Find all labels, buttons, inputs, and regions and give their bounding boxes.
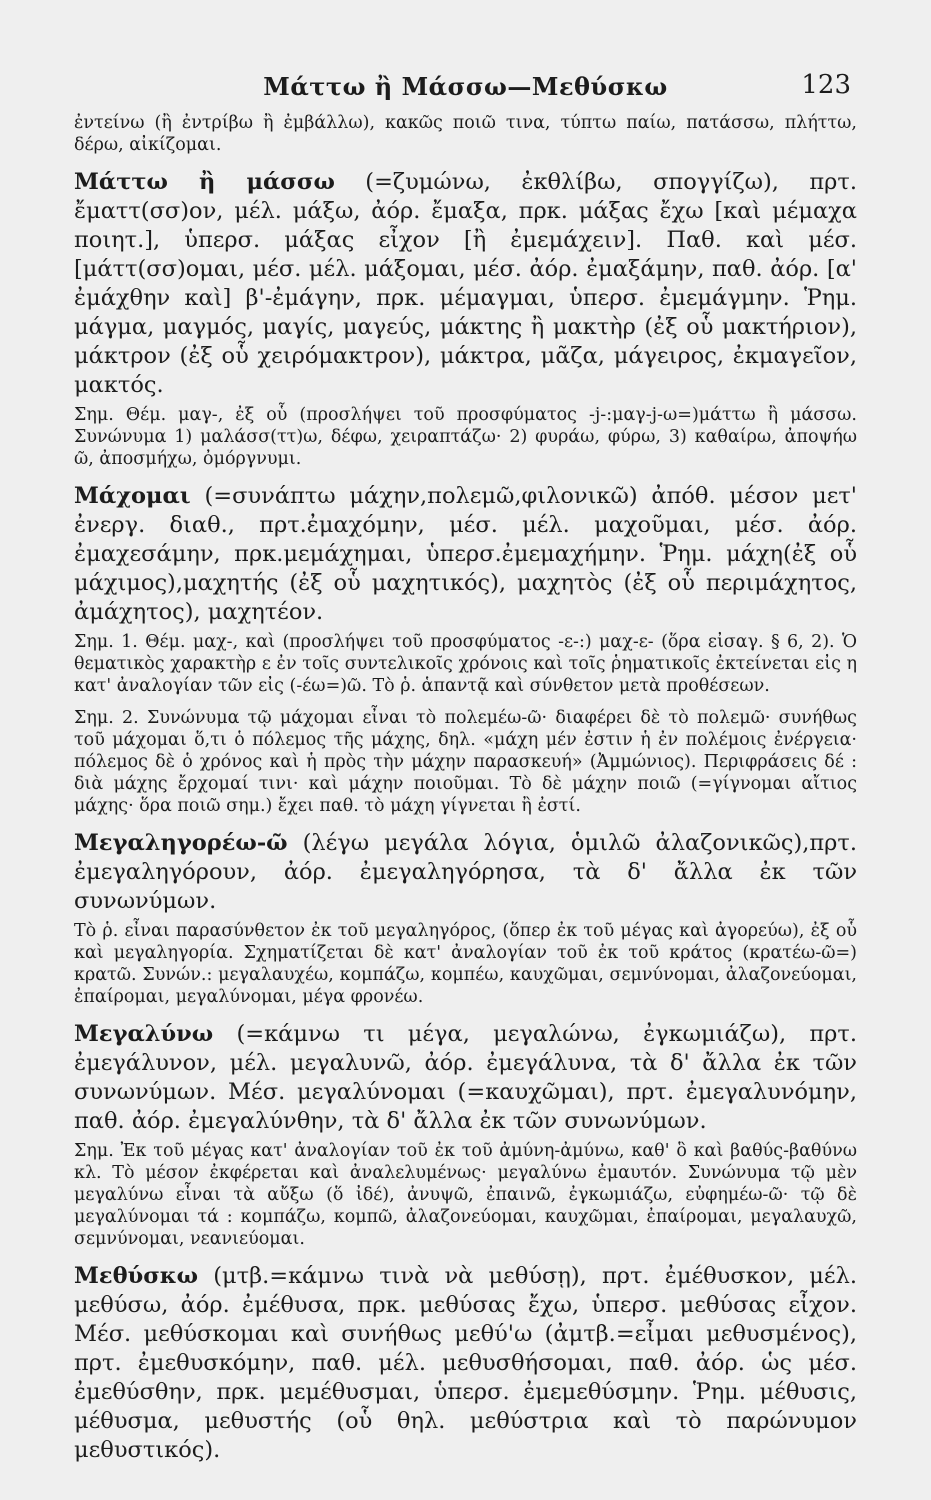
entry-note: Σημ. Θέμ. μαγ-, ἐξ οὗ (προσλήψει τοῦ προσφύματος -j-:μαγ-j-ω=)μάττω ἢ μάσσω. Συνώνυμα 1) μαλάσσ(ττ)ω, δέφω, χειραπτάζω· 2) φυράω, φύρω, 3) καθαίρω, ἀποψήω ῶ, ἀποσμήχω, ὀμόργνυμι. bbox=[74, 405, 857, 469]
running-header bbox=[74, 72, 857, 112]
entry-body: (=ζυμώνω, ἐκθλίβω, σπογγίζω), πρτ. ἔματτ(σσ)ον, μέλ. μάξω, ἀόρ. ἔμαξα, πρκ. μάξας ἔχω [καὶ μέμαχα ποιητ.], ὑπερσ. μάξας εἶχον [ἢ ἐμεμάχειν]. Παθ. καὶ μέσ. [μάττ(σσ)ομαι, μέσ. μέλ. μάξομαι, μέσ. ἀόρ. ἐμαξάμην, παθ. ἀόρ. [α' ἐμάχθην καὶ] β'-ἐμάγην, πρκ. μέμαγμαι, ὑπερσ. ἐμεμάγμην. Ῥημ. μάγμα, μαγμός, μαγίς, μαγεύς, μάκτης ἢ μακτὴρ (ἐξ οὗ μακτήριον), μάκτρον (ἐξ οὗ χειρόμακτρον), μάκτρα, μᾶζα, μάγειρος, ἐκμαγεῖον, μακτός. bbox=[74, 169, 857, 398]
entry-lemma: Μεγαληγορέω-ῶ bbox=[74, 830, 288, 856]
entry-body: (λέγω μεγάλα λόγια, ὁμιλῶ ἀλαζονικῶς),πρτ. ἐμεγαληγόρουν, ἀόρ. ἐμεγαληγόρησα, τὰ δ' ἄλλα ἐκ τῶν συνωνύμων. bbox=[74, 830, 857, 914]
entry-lemma: Μεγαλύνω bbox=[74, 1021, 214, 1047]
continued-text: ἐντείνω (ἢ ἐντρίβω ἢ ἐμβάλλω), κακῶς ποιῶ τινα, τύπτω παίω, πατάσσω, πλήττω, δέρω, αἰκίζομαι. bbox=[74, 113, 857, 155]
entry-lemma: Μάχομαι bbox=[74, 483, 191, 509]
entry-machomai bbox=[74, 482, 857, 627]
entry-note: Σημ. 1. Θέμ. μαχ-, καὶ (προσλήψει τοῦ προσφύματος -ε-:) μαχ-ε- (ὅρα εἰσαγ. § 6, 2). Ὁ θεματικὸς χαρακτὴρ ε ἐν τοῖς συντελικοῖς χρόνοις καὶ τοῖς ῥηματικοῖς ἐκτείνεται εἰς η κατ' ἀναλογίαν τῶν εἰς (-έω=)ῶ. Τὸ ῥ. ἁπαντᾷ καὶ σύνθετον μετὰ προθέσεων. bbox=[74, 632, 857, 696]
entry-methysko bbox=[74, 1262, 857, 1465]
entry-lemma: Μεθύσκω bbox=[74, 1263, 199, 1289]
entry-lemma: Μάττω ἢ μάσσω bbox=[74, 169, 335, 195]
entry-note: Τὸ ῥ. εἶναι παρασύνθετον ἐκ τοῦ μεγαληγόρος, (ὅπερ ἐκ τοῦ μέγας καὶ ἀγορεύω), ἐξ οὗ καὶ μεγαληγορία. Σχηματίζεται δὲ κατ' ἀναλογίαν τοῦ ἐκ τοῦ κράτος (κρατέω-ῶ=) κρατῶ. Συνών.: μεγαλαυχέω, κομπάζω, κομπέω, καυχῶμαι, σεμνύνομαι, ἀλαζονεύομαι, ἐπαίρομαι, μεγαλύνομαι, μέγα φρονέω. bbox=[74, 921, 857, 1007]
entry-note: Σημ. 2. Συνώνυμα τῷ μάχομαι εἶναι τὸ πολεμέω-ῶ· διαφέρει δὲ τὸ πολεμῶ· συνήθως τοῦ μάχομαι ὅ,τι ὁ πόλεμος τῆς μάχης, δηλ. «μάχη μέν ἐστιν ἡ ἐν πολέμοις ἐνέργεια· πόλεμος δὲ ὁ χρόνος καὶ ἡ πρὸς τὴν μάχην παρασκευή» (Ἀμμώνιος). Περιφράσεις δέ : διὰ μάχης ἔρχομαί τινι· καὶ μάχην ποιοῦμαι. Τὸ δὲ μάχην ποιῶ (=γίγνομαι αἴτιος μάχης· ὅρα ποιῶ σημ.) ἔχει παθ. τὸ μάχη γίγνεται ἢ ἐστί. bbox=[74, 708, 857, 816]
page-number: 123 bbox=[801, 70, 851, 100]
header-title: Μάττω ἢ Μάσσω—Μεθύσκω bbox=[263, 72, 668, 101]
entry-note: Σημ. Ἐκ τοῦ μέγας κατ' ἀναλογίαν τοῦ ἐκ τοῦ ἀμύνη-ἀμύνω, καθ' ὃ καὶ βαθύς-βαθύνω κλ. Τὸ μέσον ἐκφέρεται καὶ ἀναλελυμένως· μεγαλύνω ἐμαυτόν. Συνώνυμα τῷ μὲν μεγαλύνω εἶναι τὰ αὔξω (ὅ ἰδέ), ἀνυψῶ, ἐπαινῶ, ἐγκωμιάζω, εὐφημέω-ῶ· τῷ δὲ μεγαλύνομαι τά : κομπάζω, κομπῶ, ἀλαζονεύομαι, καυχῶμαι, ἐπαίρομαι, μεγαλαυχῶ, σεμνύνομαι, νεανιεύομαι. bbox=[74, 1141, 857, 1249]
entry-megalyno bbox=[74, 1020, 857, 1136]
entry-body: (=συνάπτω μάχην,πολεμῶ,φιλονικῶ) ἀπόθ. μέσον μετ' ἐνεργ. διαθ., πρτ.ἐμαχόμην, μέσ. μέλ. μαχοῦμαι, μέσ. ἀόρ. ἐμαχεσάμην, πρκ.μεμάχημαι, ὑπερσ.ἐμεμαχήμην. Ῥημ. μάχη(ἐξ οὗ μάχιμος),μαχητής (ἐξ οὗ μαχητικός), μαχητὸς (ἐξ οὗ περιμάχητος, ἀμάχητος), μαχητέον. bbox=[74, 483, 857, 625]
entry-body: (=κάμνω τι μέγα, μεγαλώνω, ἐγκωμιάζω), πρτ. ἐμεγάλυνον, μέλ. μεγαλυνῶ, ἀόρ. ἐμεγάλυνα, τὰ δ' ἄλλα ἐκ τῶν συνωνύμων. Μέσ. μεγαλύνομαι (=καυχῶμαι), πρτ. ἐμεγαλυνόμην, παθ. ἀόρ. ἐμεγαλύνθην, τὰ δ' ἄλλα ἐκ τῶν συνωνύμων. bbox=[74, 1021, 857, 1134]
entry-matto bbox=[74, 168, 857, 400]
entry-megalegoreo bbox=[74, 829, 857, 916]
entry-body: (μτβ.=κάμνω τινὰ νὰ μεθύσῃ), πρτ. ἐμέθυσκον, μέλ. μεθύσω, ἀόρ. ἐμέθυσα, πρκ. μεθύσας ἔχω, ὑπερσ. μεθύσας εἶχον. Μέσ. μεθύσκομαι καὶ συνήθως μεθύ'ω (ἀμτβ.=εἶμαι μεθυσμένος), πρτ. ἐμεθυσκόμην, παθ. μέλ. μεθυσθήσομαι, παθ. ἀόρ. ὡς μέσ. ἐμεθύσθην, πρκ. μεμέθυσμαι, ὑπερσ. ἐμεμεθύσμην. Ῥημ. μέθυσις, μέθυσμα, μεθυστής (οὗ θηλ. μεθύστρια καὶ τὸ παρώνυμον μεθυστικός). bbox=[74, 1263, 857, 1463]
